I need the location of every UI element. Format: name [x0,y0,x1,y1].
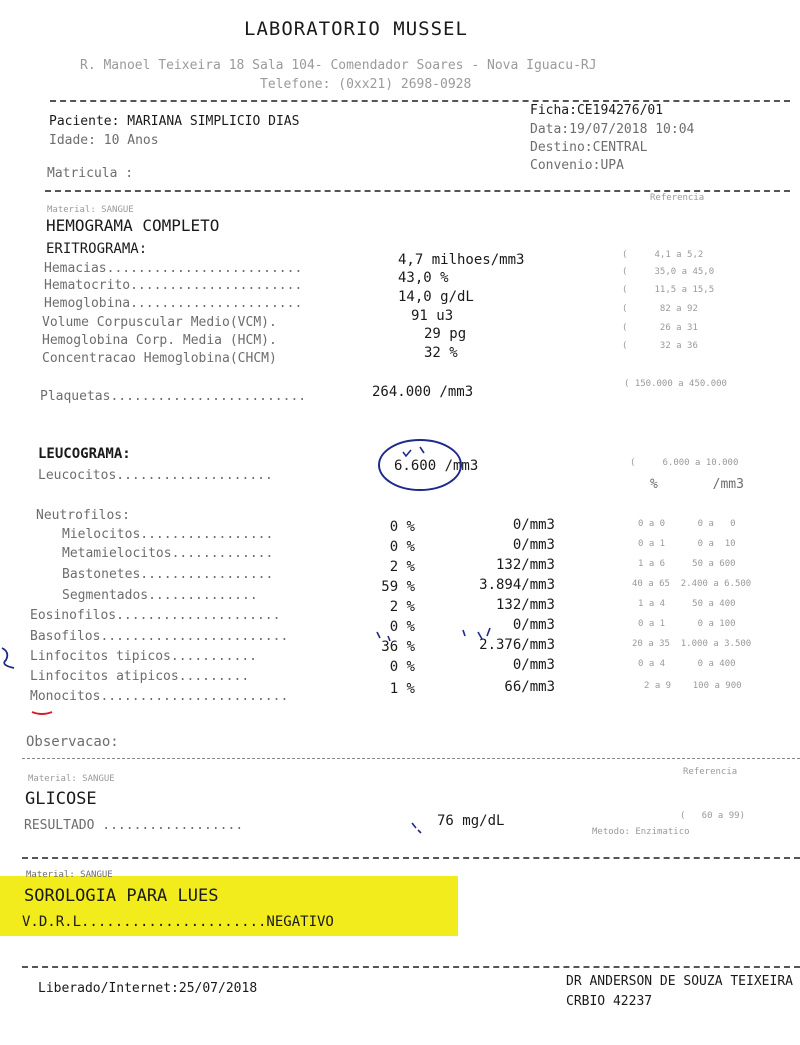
row-label: Hematocrito...................... [44,278,303,293]
row-ref: ( 11,5 a 15,5 [622,285,715,295]
pen-check [403,447,424,456]
glucose-method: Metodo: Enzimatico [592,827,690,837]
divider [50,100,790,102]
neutrophils-label: Neutrofilos: [36,508,130,523]
row-ref: 0 a 4 0 a 400 [638,659,736,669]
row-percent: 2 % [389,599,415,615]
row-percent: 0 % [389,519,415,535]
glucose-result-label: RESULTADO .................. [24,818,244,833]
platelets-label: Plaquetas......................... [40,389,307,404]
patient-destination: Destino:CENTRAL [530,140,648,155]
row-value: 43,0 % [398,270,449,286]
patient-name: Paciente: MARIANA SIMPLICIO DIAS [49,114,300,129]
row-percent: 0 % [389,539,415,555]
lab-address: R. Manoel Teixeira 18 Sala 104- Comendador Soares - Nova Iguacu-RJ [80,58,597,73]
divider [22,966,800,968]
serology-title: SOROLOGIA PARA LUES [24,886,219,906]
patient-agreement: Convenio:UPA [530,158,624,173]
row-percent: 59 % [381,579,415,595]
divider [22,857,800,859]
row-ref: ( 4,1 a 5,2 [622,250,704,260]
row-value: 14,0 g/dL [398,289,474,305]
platelets-value: 264.000 /mm3 [372,384,474,400]
row-absolute: 2.376/mm3 [479,637,555,653]
glucose-result-value: 76 mg/dL [437,813,505,829]
platelets-ref: ( 150.000 a 450.000 [624,379,727,389]
row-absolute: 0/mm3 [512,537,555,553]
doctor-registration: CRBIO 42237 [566,994,653,1009]
row-label: Volume Corpuscular Medio(VCM). [42,315,277,330]
leukocytes-label: Leucocitos.................... [38,468,273,483]
row-label: Mielocitos................. [62,527,274,542]
row-ref: 0 a 0 0 a 0 [638,519,736,529]
row-label: Linfocitos atipicos......... [30,669,250,684]
row-label: Metamielocitos............. [62,546,274,561]
row-label: Eosinofilos..................... [30,608,281,623]
patient-registration: Matricula : [47,166,134,181]
glucose-ref: ( 60 a 99) [680,811,746,821]
release-date: Liberado/Internet:25/07/2018 [38,981,258,996]
row-value: 4,7 milhoes/mm3 [398,252,525,268]
row-ref: 0 a 1 0 a 10 [638,539,736,549]
reference-header: Referencia [683,767,738,777]
row-ref: 2 a 9 100 a 900 [644,681,742,691]
row-absolute: 132/mm3 [495,557,555,573]
leukogram-title: LEUCOGRAMA: [38,446,131,462]
row-label: Basofilos........................ [30,629,289,644]
row-ref: 0 a 1 0 a 100 [638,619,736,629]
pen-underline [32,712,52,714]
row-absolute: 0/mm3 [512,517,555,533]
row-percent: 1 % [389,681,415,697]
row-ref: ( 82 a 92 [622,304,698,314]
row-label: Concentracao Hemoglobina(CHCM) [42,351,277,366]
row-label: Segmentados.............. [62,588,258,603]
leukocytes-value: 6.600 /mm3 [394,458,479,474]
reference-units: % /mm3 [650,477,744,492]
patient-file: Ficha:CE194276/01 [530,103,664,118]
row-absolute: 0/mm3 [512,657,555,673]
row-label: Hemoglobina Corp. Media (HCM). [42,333,277,348]
patient-date: Data:19/07/2018 10:04 [530,122,695,137]
doctor-name: DR ANDERSON DE SOUZA TEIXEIRA [566,974,793,989]
row-percent: 0 % [389,659,415,675]
patient-age: Idade: 10 Anos [49,133,159,148]
row-percent: 36 % [381,639,415,655]
pen-dot [412,823,421,833]
pen-scribble [2,648,14,668]
lab-phone: Telefone: (0xx21) 2698-0928 [260,77,472,92]
row-value: 29 pg [424,326,467,342]
row-percent: 2 % [389,559,415,575]
reference-header: Referencia [650,193,705,203]
row-label: Monocitos........................ [30,689,289,704]
material-label: Material: SANGUE [47,205,134,215]
row-ref: ( 35,0 a 45,0 [622,267,715,277]
row-absolute: 3.894/mm3 [479,577,555,593]
lab-name: LABORATORIO MUSSEL [244,18,468,40]
divider [22,758,800,759]
material-label: Material: SANGUE [28,774,115,784]
erythrogram-title: ERITROGRAMA: [46,241,148,257]
row-ref: ( 26 a 31 [622,323,698,333]
row-percent: 0 % [389,619,415,635]
row-ref: 1 a 4 50 a 400 [638,599,736,609]
vdrl-result: V.D.R.L......................NEGATIVO [22,914,334,930]
row-value: 91 u3 [411,308,454,324]
leukocytes-ref: ( 6.000 a 10.000 [630,458,739,468]
row-label: Bastonetes................. [62,567,274,582]
row-label: Linfocitos tipicos........... [30,649,257,664]
row-absolute: 132/mm3 [495,597,555,613]
row-value: 32 % [424,345,458,361]
row-ref: ( 32 a 36 [622,341,698,351]
row-ref: 1 a 6 50 a 600 [638,559,736,569]
material-label: Material: SANGUE [26,870,113,880]
glucose-title: GLICOSE [25,789,97,809]
row-ref: 40 a 65 2.400 a 6.500 [632,579,752,589]
divider [45,190,790,192]
row-ref: 20 a 35 1.000 a 3.500 [632,639,752,649]
row-absolute: 0/mm3 [512,617,555,633]
row-label: Hemacias......................... [44,261,303,276]
observation-label: Observacao: [26,734,119,750]
row-label: Hemoglobina...................... [44,296,303,311]
row-absolute: 66/mm3 [504,679,555,695]
hemogram-title: HEMOGRAMA COMPLETO [46,216,220,235]
